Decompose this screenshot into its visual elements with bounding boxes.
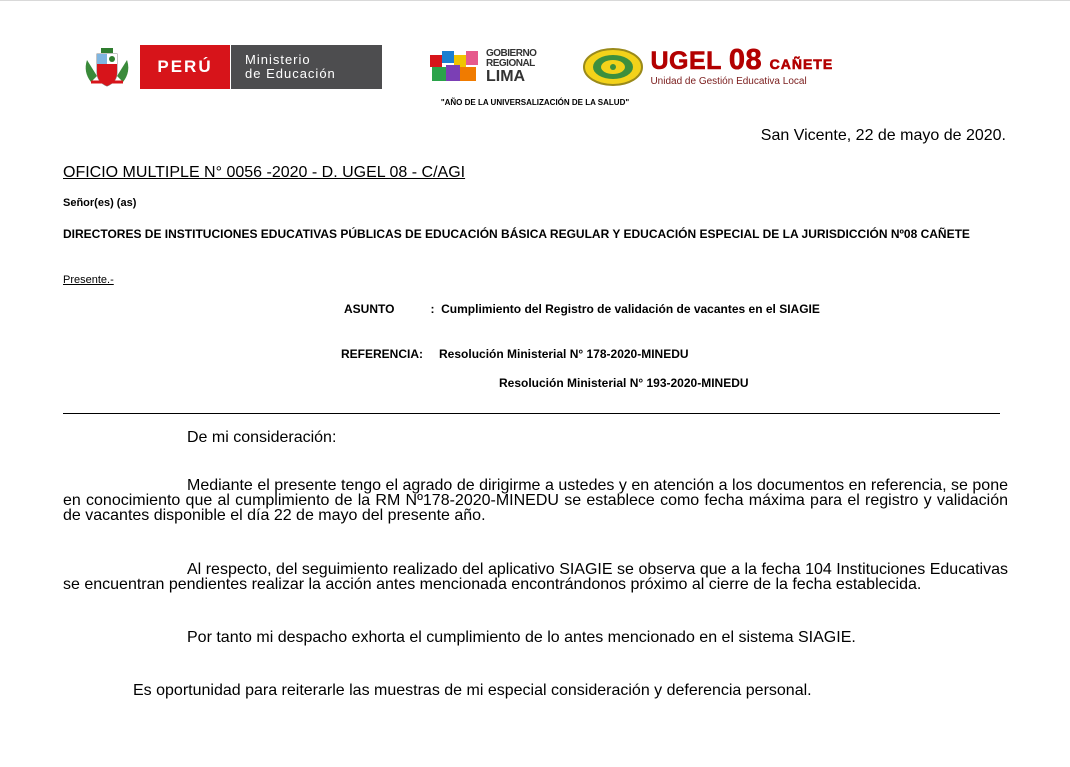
peru-coat-of-arms-icon: [74, 45, 140, 89]
referencia-2: Resolución Ministerial N° 193-2020-MINEDU: [499, 376, 749, 390]
separator-rule: [63, 413, 1000, 414]
oficio-number: OFICIO MULTIPLE N° 0056 -2020 - D. UGEL 08 - C/AGI: [63, 164, 466, 181]
paragraph-3: Por tanto mi despacho exhorta el cumplimiento de lo antes mencionado en el sistema SIAGIE.: [187, 629, 856, 646]
gobierno-regional-mark-icon: [430, 51, 480, 83]
year-motto: "AÑO DE LA UNIVERSALIZACIÓN DE LA SALUD": [440, 98, 630, 107]
ministerio-line2: de Educación: [245, 66, 336, 81]
ugel-08-canete-logo: [582, 43, 834, 87]
salutation: Señor(es) (as): [63, 197, 137, 209]
gobierno-line3: LIMA: [486, 68, 526, 85]
ministerio-educacion-block: [230, 45, 382, 89]
gobierno-regional-text: [486, 49, 536, 85]
page-top-border: [0, 0, 1070, 1]
presente-label: Presente.-: [63, 274, 114, 286]
ugel-subtitle: Unidad de Gestión Educativa Local: [650, 75, 807, 87]
peru-brand-block: PERÚ: [140, 45, 230, 89]
referencia-label: REFERENCIA:: [341, 347, 424, 361]
referencia-line1: [341, 347, 689, 361]
gobierno-regional-lima-logo: [430, 49, 536, 85]
document-date: San Vicente, 22 de mayo de 2020.: [760, 127, 1006, 144]
gobierno-line1: GOBIERNO: [486, 48, 537, 59]
ugel-text: [650, 43, 834, 87]
paragraph-2: Al respecto, del seguimiento realizado del aplicativo SIAGIE se observa que a la fecha 104 Instituciones Educativas se encuentran pendientes realizar la acción antes mencionada encontrándonos próximo al cierre de la fecha establecida.: [63, 561, 1008, 593]
asunto-label: ASUNTO: [344, 302, 395, 316]
ugel-word: UGEL: [650, 46, 722, 75]
gobierno-line2: REGIONAL: [486, 58, 535, 69]
asunto-separator: :: [430, 302, 435, 316]
ugel-number: 08: [728, 43, 763, 76]
paragraph-1: Mediante el presente tengo el agrado de dirigirme a ustedes y en atención a los documentos en referencia, se pone en conocimiento que al cumplimiento de la RM Nº178-2020-MINEDU se establece como fecha máxima para el registro y validación de vacantes disponible el día 22 de mayo del presente año.: [63, 477, 1008, 524]
ugel-seal-icon: [582, 47, 644, 87]
greeting: De mi consideración:: [187, 429, 337, 446]
ministerio-line1: Ministerio: [245, 52, 311, 67]
ugel-city: CAÑETE: [769, 55, 834, 72]
ugel-title: [650, 43, 834, 76]
asunto-text: Cumplimiento del Registro de validación de vacantes en el SIAGIE: [441, 302, 820, 316]
asunto-block: [341, 302, 941, 316]
paragraph-4: Es oportunidad para reiterarle las muestras de mi especial consideración y deferencia personal.: [133, 682, 812, 699]
referencia-1: Resolución Ministerial N° 178-2020-MINEDU: [439, 347, 689, 361]
header-logos: [74, 44, 833, 90]
recipients: DIRECTORES DE INSTITUCIONES EDUCATIVAS PÚBLICAS DE EDUCACIÓN BÁSICA REGULAR Y EDUCACIÓN ESPECIAL DE LA JURISDICCIÓN Nº08 CAÑETE: [63, 227, 970, 241]
